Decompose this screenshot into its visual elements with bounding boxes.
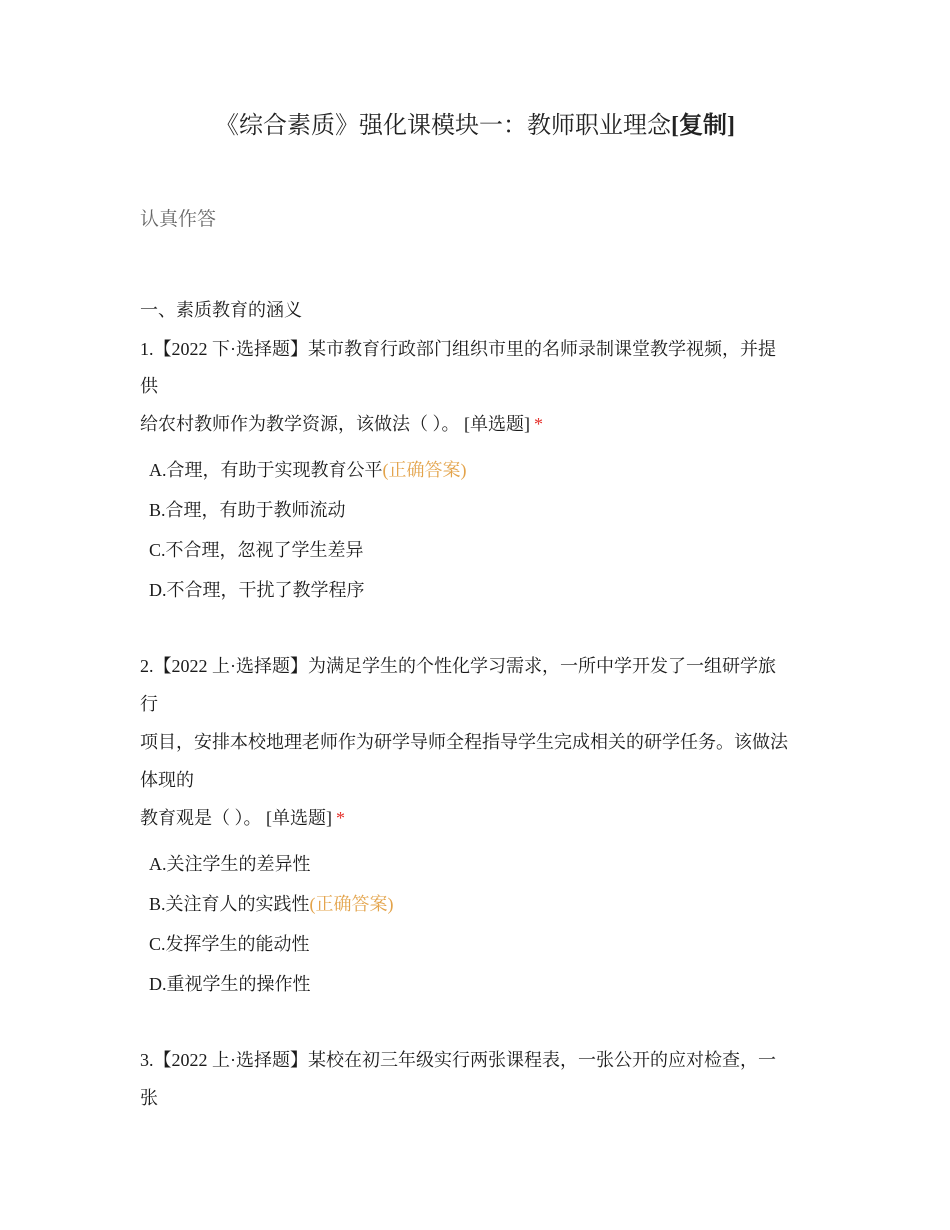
survey-description: 认真作答 <box>140 209 217 230</box>
question-2-line-4: 体现的 <box>140 770 194 790</box>
required-marker: * <box>336 808 345 828</box>
question-1-line-3 <box>140 410 543 438</box>
question-1-option-a[interactable] <box>149 456 467 484</box>
correct-answer-tag: (正确答案) <box>382 460 467 480</box>
question-type-tag: [单选题] <box>464 414 530 434</box>
question-2-option-b[interactable] <box>149 890 394 918</box>
question-2-option-d[interactable]: D.重视学生的操作性 <box>149 974 311 994</box>
option-label: A.合理，有助于实现教育公平 <box>149 460 383 480</box>
question-3-line-2: 张 <box>140 1088 158 1108</box>
question-2-line-1: 2.【2022 上·选择题】为满足学生的个性化学习需求，一所中学开发了一组研学旅 <box>140 656 776 676</box>
question-2-line-3: 项目，安排本校地理老师作为研学导师全程指导学生完成相关的研学任务。该做法 <box>140 732 788 752</box>
question-2-line-2: 行 <box>140 694 158 714</box>
copy-tag: [复制] <box>671 113 735 139</box>
question-3-line-1: 3.【2022 上·选择题】某校在初三年级实行两张课程表，一张公开的应对检查，一 <box>140 1050 776 1070</box>
question-2-option-c[interactable]: C.发挥学生的能动性 <box>149 934 310 954</box>
question-1-option-c[interactable]: C.不合理，忽视了学生差异 <box>149 540 364 560</box>
question-2-stem-end: 教育观是（ ）。 <box>140 808 262 828</box>
option-label: B.关注育人的实践性 <box>149 894 310 914</box>
question-1-stem-end: 给农村教师作为教学资源，该做法（ ）。 <box>140 414 460 434</box>
correct-answer-tag: (正确答案) <box>309 894 394 914</box>
question-type-tag: [单选题] <box>266 808 332 828</box>
question-2-line-5 <box>140 804 345 832</box>
question-1-option-d[interactable]: D.不合理，干扰了教学程序 <box>149 580 365 600</box>
question-2-option-a[interactable]: A.关注学生的差异性 <box>149 854 311 874</box>
section-heading: 一、素质教育的涵义 <box>140 300 302 320</box>
page-title <box>0 108 950 144</box>
title-main: 《综合素质》强化课模块一：教师职业理念 <box>215 113 671 139</box>
question-1-option-b[interactable]: B.合理，有助于教师流动 <box>149 500 346 520</box>
question-1-line-1: 1.【2022 下·选择题】某市教育行政部门组织市里的名师录制课堂教学视频，并提 <box>140 339 776 359</box>
question-1-line-2: 供 <box>140 376 158 396</box>
required-marker: * <box>534 414 543 434</box>
